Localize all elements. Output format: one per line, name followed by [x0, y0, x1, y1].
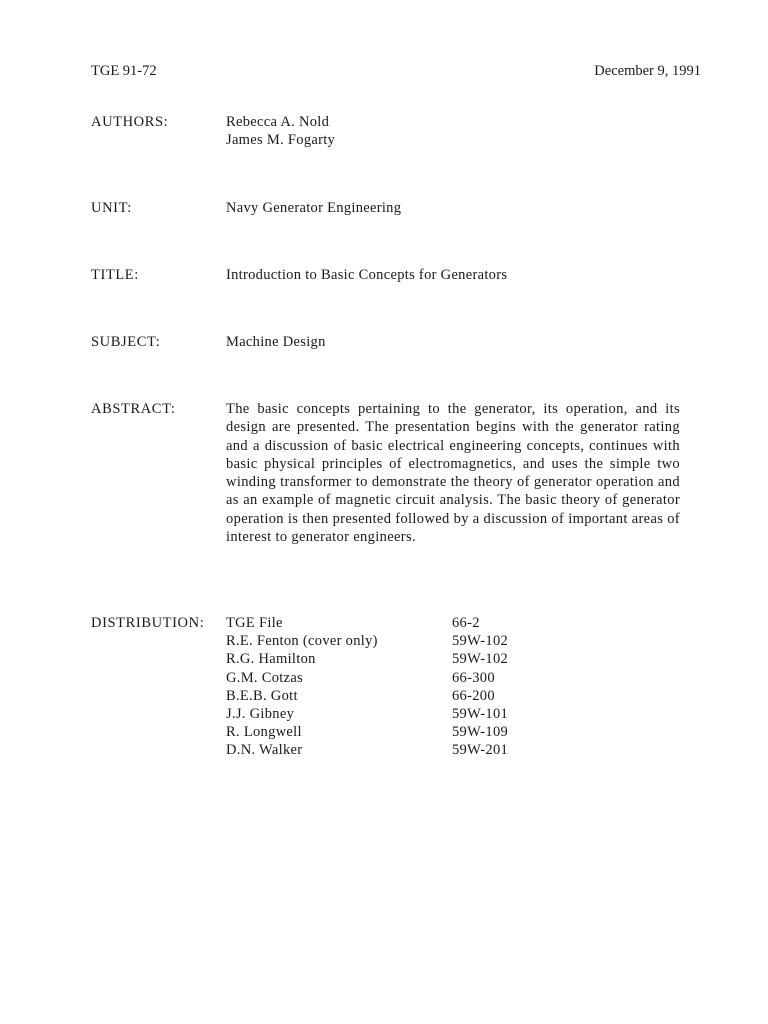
title-label: TITLE: — [91, 267, 139, 283]
recipient-code: 59W-109 — [452, 724, 509, 741]
abstract-text: The basic concepts pertaining to the generator, its operation, and its design are presented. The presentation begins with the generator rating and a discussion of basic electrical engineering concepts, continues with basic physical principles of electromagnetics, and uses the simple two winding transformer to demonstrate the theory of generator operation and as an example of magnetic circuit analysis. The basic theory of generator operation is then presented followed by a discussion of important areas of interest to generator engineers. — [226, 401, 680, 546]
author-name: Rebecca A. Nold — [226, 114, 330, 130]
distribution-list — [226, 614, 680, 760]
recipient-code: 66-200 — [452, 687, 495, 704]
recipient-code: 59W-101 — [452, 705, 509, 722]
recipient-code: 66-300 — [452, 669, 495, 686]
abstract-label: ABSTRACT: — [91, 401, 176, 417]
distribution-entry — [226, 650, 680, 668]
recipient-name: G.M. Cotzas — [226, 669, 304, 686]
subject-label: SUBJECT: — [91, 334, 161, 350]
recipient-code: 59W-201 — [452, 742, 509, 759]
document-header — [91, 62, 701, 82]
recipient-name: R.G. Hamilton — [226, 651, 316, 668]
unit-value: Navy Generator Engineering — [226, 200, 402, 216]
author-name: James M. Fogarty — [226, 132, 336, 149]
title-value: Introduction to Basic Concepts for Generators — [226, 267, 508, 283]
subject-field — [91, 333, 681, 353]
subject-value: Machine Design — [226, 334, 326, 350]
distribution-entry — [226, 632, 680, 650]
unit-field — [91, 199, 681, 219]
recipient-name: TGE File — [226, 615, 283, 631]
authors-field — [91, 113, 681, 153]
distribution-entry — [226, 705, 680, 723]
distribution-label: DISTRIBUTION: — [91, 615, 205, 631]
recipient-name: D.N. Walker — [226, 742, 303, 759]
recipient-code: 59W-102 — [452, 651, 509, 668]
authors-value — [226, 113, 680, 150]
recipient-name: R.E. Fenton (cover only) — [226, 633, 378, 650]
recipient-name: B.E.B. Gott — [226, 687, 298, 704]
title-field — [91, 266, 681, 286]
recipient-code: 66-2 — [452, 615, 480, 631]
recipient-name: R. Longwell — [226, 724, 302, 741]
unit-label: UNIT: — [91, 200, 132, 216]
document-date: December 9, 1991 — [594, 63, 701, 79]
distribution-entry — [226, 669, 680, 687]
distribution-entry — [226, 741, 680, 759]
document-number: TGE 91-72 — [91, 63, 157, 79]
distribution-field — [91, 614, 681, 764]
distribution-entry — [226, 614, 680, 632]
recipient-code: 59W-102 — [452, 633, 509, 650]
distribution-entry — [226, 687, 680, 705]
authors-label: AUTHORS: — [91, 114, 169, 130]
recipient-name: J.J. Gibney — [226, 705, 295, 722]
distribution-entry — [226, 723, 680, 741]
abstract-field — [91, 400, 681, 570]
